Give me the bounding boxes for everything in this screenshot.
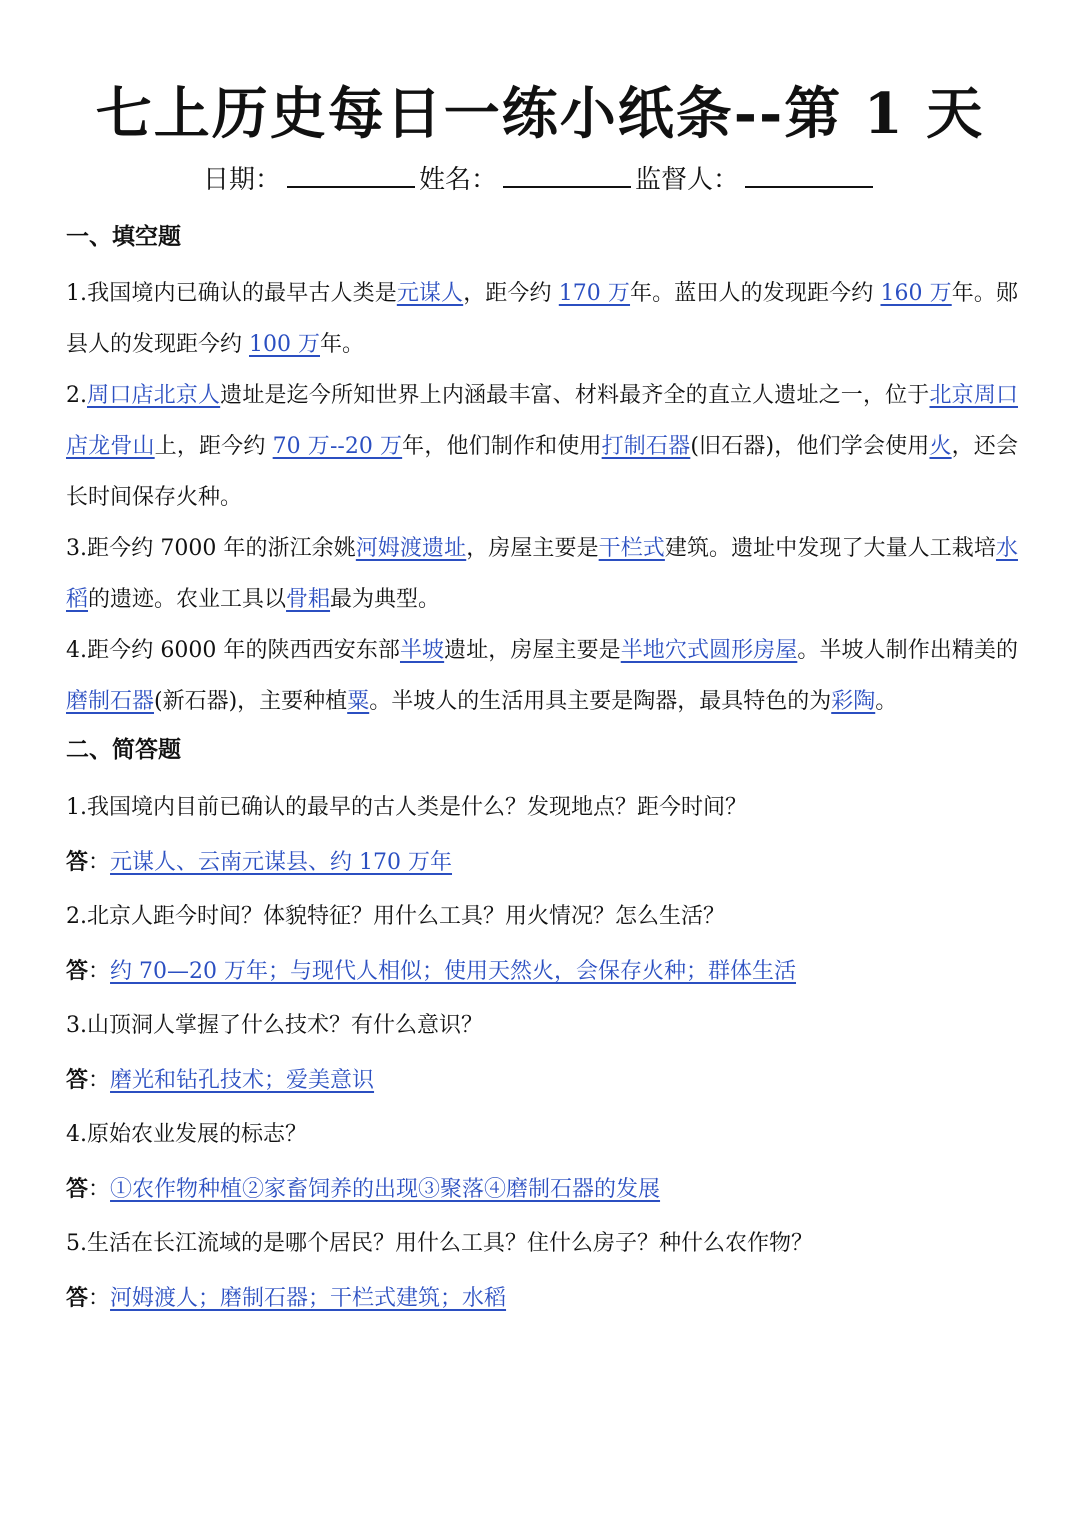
fill-in-answer: 160 万 [880, 281, 952, 306]
fill-in-text: 年。郧县人的发现距今约 [66, 281, 1018, 357]
answer-colon: ： [88, 1286, 111, 1311]
answer-colon: ： [88, 959, 111, 984]
fill-in-answer: 100 万 [249, 332, 320, 357]
answer-text: 约 70—20 万年；与现代人相似；使用天然火，会保存火种；群体生活 [110, 959, 797, 984]
fill-in-text: ，房屋主要是 [466, 536, 599, 561]
meta-row [0, 160, 1080, 200]
fill-in-text: 遗址是迄今所知世界上内涵最丰富、材料最齐全的直立人遗址之一，位于 [220, 383, 930, 408]
fill-in-text: 年。蓝田人的发现距今约 [630, 281, 881, 306]
name-blank-line [503, 162, 631, 188]
fill-in-text: 遗址，房屋主要是 [444, 638, 621, 663]
fill-in-answer: 70 万--20 万 [272, 434, 403, 459]
fill-in-answer: 元谋人 [396, 281, 464, 306]
date-label: 日期： [202, 165, 281, 195]
answer-colon: ： [88, 850, 111, 875]
answer-line [66, 944, 1018, 999]
question-text: 2.北京人距今时间？体貌特征？用什么工具？用火情况？怎么生活？ [66, 904, 725, 929]
fill-in-answer: 粟 [347, 689, 370, 714]
fill-in-item [66, 370, 1018, 523]
fill-in-answer: 北京周口店龙骨山 [66, 383, 1018, 459]
fill-in-text: 4.距今约 6000 年的陕西西安东部 [66, 638, 400, 663]
answer-label: 答 [66, 1285, 89, 1311]
fill-in-text: 1.我国境内已确认的最早古人类是 [66, 281, 397, 306]
fill-in-text: 上，距今约 [154, 434, 273, 459]
answer-text: 元谋人、云南元谋县、约 170 万年 [110, 850, 453, 875]
fill-in-text: 。 [875, 689, 898, 714]
fill-in-answer: 骨耜 [286, 587, 331, 612]
supervisor-label: 监督人： [635, 165, 740, 195]
answer-text: 磨光和钻孔技术；爱美意识 [110, 1068, 375, 1093]
answer-label: 答 [66, 1176, 89, 1202]
page-title: 七上历史每日一练小纸条--第 1 天 [95, 81, 985, 147]
fill-in-answer: 磨制石器 [66, 689, 155, 714]
question-text: 4.原始农业发展的标志？ [66, 1122, 307, 1147]
fill-in-text: ，还会长时间保存火种。 [66, 434, 1018, 510]
fill-in-item [66, 625, 1018, 727]
answer-label: 答 [66, 958, 89, 984]
fill-in-text: 年。 [320, 332, 365, 357]
fill-in-answer: 干栏式 [598, 536, 665, 561]
date-blank-line [287, 162, 415, 188]
content [66, 214, 1018, 1326]
answer-colon: ： [88, 1068, 111, 1093]
question-text: 5.生活在长江流域的是哪个居民？用什么工具？住什么房子？种什么农作物？ [66, 1231, 813, 1256]
section-heading-short-answer: 二、简答题 [66, 736, 181, 763]
fill-in-text: (新石器)，主要种植 [154, 689, 348, 714]
answer-line [66, 1271, 1018, 1326]
fill-in-item [66, 268, 1018, 370]
answer-line [66, 1162, 1018, 1217]
short-answer-list [66, 781, 1018, 1326]
answer-line [66, 835, 1018, 890]
question-text: 3.山顶洞人掌握了什么技术？有什么意识？ [66, 1013, 483, 1038]
fill-in-answer: 打制石器 [601, 434, 691, 459]
name-label: 姓名： [418, 165, 497, 195]
fill-in-text: 的遗迹。农业工具以 [88, 587, 287, 612]
fill-in-item [66, 523, 1018, 625]
fill-in-text: 年，他们制作和使用 [402, 434, 602, 459]
fill-in-answer: 彩陶 [831, 689, 876, 714]
fill-in-text: 3.距今约 7000 年的浙江余姚 [66, 536, 356, 561]
fill-in-text: 。半坡人的生活用具主要是陶器，最具特色的为 [369, 689, 832, 714]
fill-in-answer: 河姆渡遗址 [355, 536, 467, 561]
fill-in-answer: 半坡 [399, 638, 445, 663]
section-heading-fill-in: 一、填空题 [66, 223, 181, 250]
fill-in-answer: 半地穴式圆形房屋 [620, 638, 798, 663]
answer-line [66, 1053, 1018, 1108]
fill-in-answer: 火 [929, 434, 952, 459]
answer-label: 答 [66, 1067, 89, 1093]
fill-in-text: ，距今约 [463, 281, 559, 306]
fill-in-list [66, 268, 1018, 727]
fill-in-answer: 周口店北京人 [87, 383, 221, 408]
fill-in-text: 建筑。遗址中发现了大量人工栽培 [664, 536, 996, 561]
fill-in-answer: 170 万 [558, 281, 631, 306]
supervisor-blank-line [745, 162, 873, 188]
fill-in-text: (旧石器)，他们学会使用 [690, 434, 930, 459]
question-text: 1.我国境内目前已确认的最早的古人类是什么？发现地点？距今时间？ [66, 795, 747, 820]
fill-in-text: 最为典型。 [330, 587, 441, 612]
fill-in-answer: 水稻 [66, 536, 1018, 612]
answer-label: 答 [66, 849, 89, 875]
answer-colon: ： [88, 1177, 111, 1202]
fill-in-text: 。半坡人制作出精美的 [797, 638, 1018, 663]
fill-in-text: 2. [66, 383, 87, 408]
answer-text: ①农作物种植②家畜饲养的出现③聚落④磨制石器的发展 [110, 1177, 661, 1202]
answer-text: 河姆渡人；磨制石器；干栏式建筑；水稻 [110, 1286, 507, 1311]
